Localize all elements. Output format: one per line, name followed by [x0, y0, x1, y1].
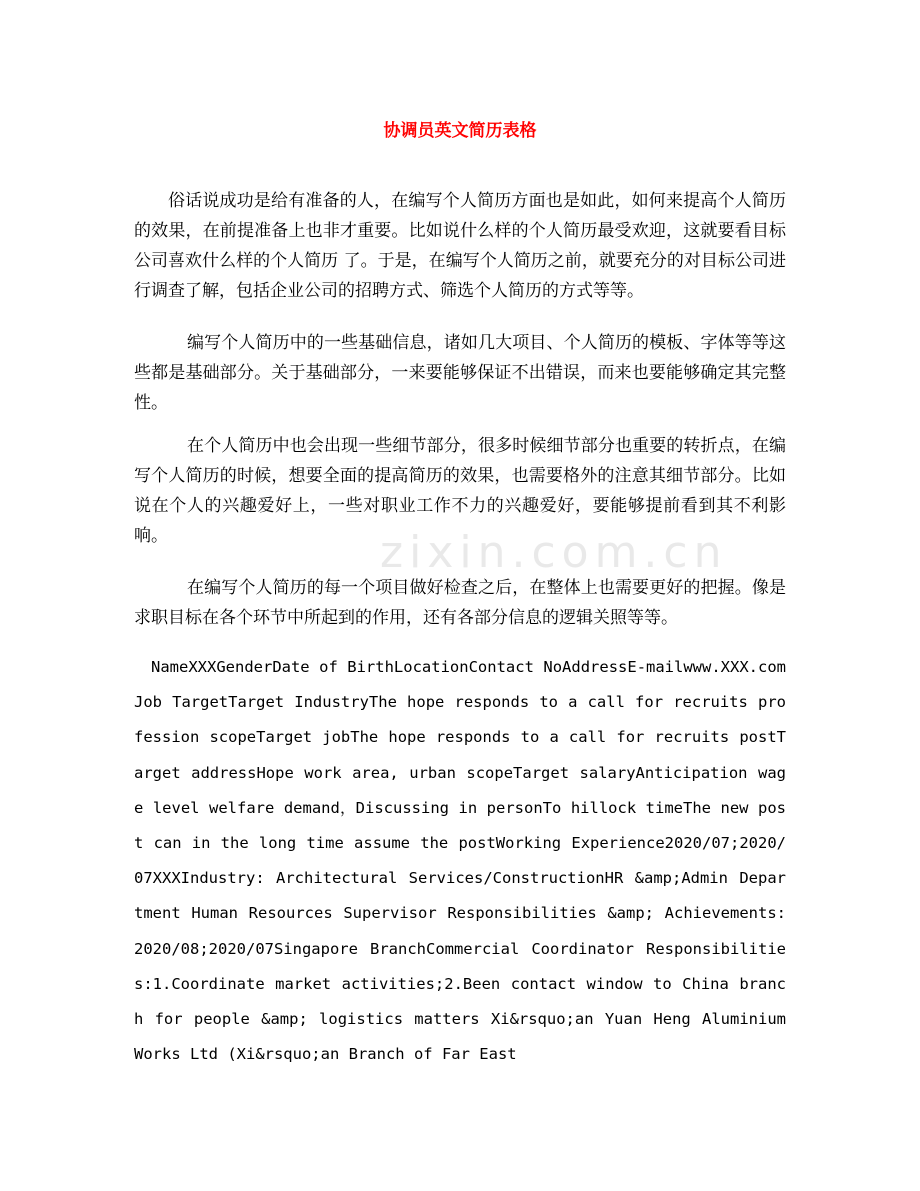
paragraph-3 [134, 431, 786, 551]
paragraph-text: 在编写个人简历的每一个项目做好检查之后，在整体上也需要更好的把握。像是求职目标在各个环节中所起到的作用，还有各部分信息的逻辑关照等等。 [134, 578, 786, 628]
english-resume-text [134, 650, 786, 1072]
paragraph-text: 俗话说成功是给有准备的人，在编写个人简历方面也是如此，如何来提高个人简历的效果，在前提准备上也非才重要。比如说什么样的个人简历最受欢迎，这就要看目标公司喜欢什么样的个人简历 了。于是，在编写个人简历之前，就要充分的对目标公司进行调查了解，包括企业公司的招聘方式、筛选个人简历的方式等等。 [134, 191, 786, 301]
paragraph-text: 编写个人简历中的一些基础信息，诸如几大项目、个人简历的模板、字体等等这些都是基础部分。关于基础部分，一来要能够保证不出错误，而来也要能够确定其完整性。 [134, 333, 786, 413]
english-text: NameXXXGenderDate of BirthLocationContact NoAddressE-mailwww.XXX.comJob TargetTarget IndustryThe hope responds to a call for recruits profession scopeTarget jobThe hope responds to a call for recruits postTarget addressHope work area, urban scopeTarget salaryAnticipation wage level welfare demand，Discussing in personTo hillock timeThe new post can in the long time assume the postWorking Experience2020/07;2020/07XXXIndustry: Architectural Services/ConstructionHR &amp;Admin Department Human Resources Supervisor Responsibilities &amp; Achievements:2020/08;2020/07Singapore BranchCommercial Coordinator Responsibilities:1.Coordinate market activities;2.Been contact window to China branch for people &amp; logistics matters Xi&rsquo;an Yuan Heng Aluminium Works Ltd (Xi&rsquo;an Branch of Far East [134, 658, 786, 1064]
document-title: 协调员英文简历表格 [383, 121, 537, 141]
paragraph-4 [134, 573, 786, 633]
watermark: zixin.com.cn [380, 527, 728, 578]
paragraph-2 [134, 328, 786, 418]
paragraph-1 [134, 186, 786, 306]
paragraph-text: 在个人简历中也会出现一些细节部分，很多时候细节部分也重要的转折点，在编写个人简历的时候，想要全面的提高简历的效果，也需要格外的注意其细节部分。比如说在个人的兴趣爱好上，一些对职业工作不力的兴趣爱好，要能够提前看到其不利影响。 [134, 436, 786, 546]
